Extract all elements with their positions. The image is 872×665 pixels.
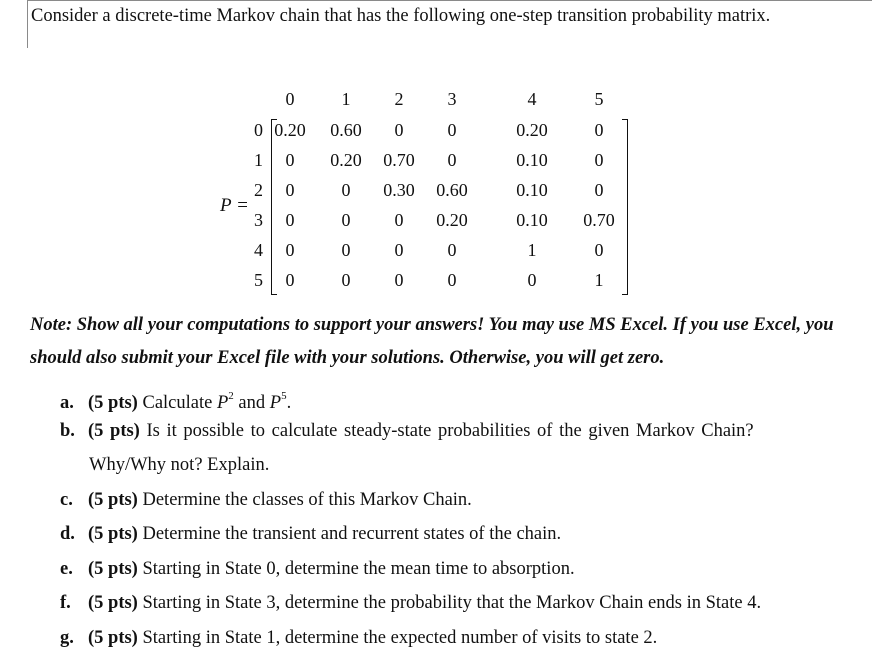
matrix-cell: 0 [447,120,457,140]
question-d [60,522,561,546]
exponent: 5 [281,390,287,402]
matrix-cell: 0.70 [583,210,615,230]
left-bracket [271,119,277,295]
column-header: 2 [394,89,404,109]
matrix-label: P = [220,195,249,216]
matrix-cell: 1 [594,270,604,290]
question-points: (5 pts) [88,593,138,613]
note-text: Note: Show all your computations to support your answers! You may use MS Excel. If you use Excel, you should also submit your Excel file with your solutions. Otherwise, you will get zero. [30,315,834,368]
question-letter: e. [60,559,73,579]
matrix-cell: 0 [594,180,604,200]
matrix-cell: 0 [527,270,537,290]
question-letter: b. [60,421,75,441]
matrix-cell: 0.60 [436,180,468,200]
question-text: and [238,393,266,413]
question-c [60,488,472,512]
matrix-cell: 0.10 [516,180,548,200]
question-g [60,626,657,650]
matrix-cell: 0.20 [436,210,468,230]
row-header: 2 [254,180,263,200]
question-text: . [286,393,292,413]
question-points: (5 pts) [88,393,138,413]
question-points: (5 pts) [88,628,138,648]
row-header: 4 [254,240,263,260]
column-header: 3 [447,89,457,109]
matrix-cell: 0.20 [274,120,306,140]
row-header: 3 [254,210,263,230]
right-bracket [622,119,628,295]
matrix-cell: 0 [285,210,295,230]
question-letter: a. [60,393,74,413]
question-e [60,557,575,581]
matrix-cell: 1 [527,240,537,260]
question-points: (5 pts) [88,490,138,510]
exponent: 2 [228,390,234,402]
question-text: Calculate [142,393,213,413]
question-points: (5 pts) [88,524,138,544]
matrix-cell: 0 [594,150,604,170]
matrix-cell: 0 [285,240,295,260]
matrix-cell: 0.10 [516,210,548,230]
question-letter: g. [60,628,74,648]
matrix-cell: 0 [447,240,457,260]
question-text: Starting in State 3, determine the probability that the Markov Chain ends in State 4. [142,593,762,613]
question-text: Is it possible to calculate steady-state probabilities of the given Markov Chain? [146,421,754,441]
question-text: Starting in State 1, determine the expected number of visits to state 2. [142,628,658,648]
matrix-cell: 0.70 [383,150,415,170]
matrix-cell: 0 [447,150,457,170]
matrix-cell: 0 [594,240,604,260]
matrix-cell: 0 [341,270,351,290]
matrix-cell: 0 [447,270,457,290]
row-header: 5 [254,270,263,290]
transition-matrix [0,0,872,300]
row-header: 1 [254,150,263,170]
question-points: (5 pts) [88,559,138,579]
matrix-cell: 0.10 [516,150,548,170]
matrix-cell: 0 [341,240,351,260]
column-header: 4 [527,89,537,109]
column-header: 1 [341,89,351,109]
matrix-symbol: P [216,393,229,413]
row-header: 0 [254,120,263,140]
question-b [60,419,754,443]
question-letter: f. [60,593,71,613]
matrix-cell: 0.20 [330,150,362,170]
question-text: Starting in State 0, determine the mean time to absorption. [142,559,575,579]
matrix-cell: 0 [285,270,295,290]
question-points: (5 pts) [88,421,140,441]
matrix-cell: 0 [394,120,404,140]
question-text: Determine the transient and recurrent states of the chain. [142,524,562,544]
question-a [60,384,291,415]
matrix-cell: 0 [341,180,351,200]
matrix-cell: 0 [341,210,351,230]
matrix-cell: 0 [394,210,404,230]
matrix-cell: 0 [285,180,295,200]
question-f [60,591,761,615]
question-text: Determine the classes of this Markov Chain. [142,490,472,510]
matrix-cell: 0.60 [330,120,362,140]
question-letter: d. [60,524,75,544]
question-b-continued: Why/Why not? Explain. [89,455,270,475]
column-header: 0 [285,89,295,109]
intro-text: Consider a discrete-time Markov chain that has the following one-step transition probability matrix. [31,6,771,26]
matrix-cell: 0.20 [516,120,548,140]
column-header: 5 [594,89,604,109]
matrix-cell: 0.30 [383,180,415,200]
matrix-cell: 0 [394,270,404,290]
matrix-cell: 0 [285,150,295,170]
matrix-cell: 0 [594,120,604,140]
question-letter: c. [60,490,73,510]
matrix-symbol: P [269,393,282,413]
matrix-cell: 0 [394,240,404,260]
